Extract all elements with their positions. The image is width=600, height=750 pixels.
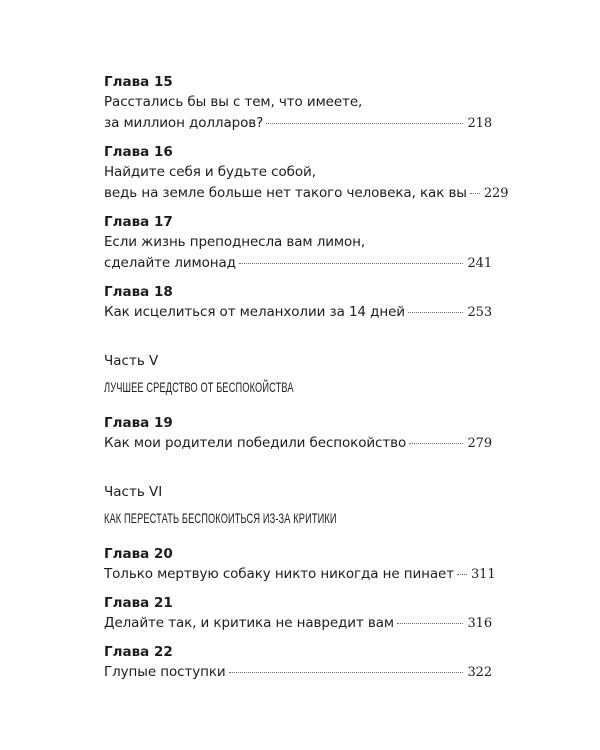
chapter-title-leader-line — [104, 113, 492, 134]
page-number: 218 — [467, 116, 492, 131]
toc-entry-chapter-21[interactable] — [104, 593, 492, 634]
toc-entry-chapter-15[interactable] — [104, 72, 492, 134]
dot-leader — [239, 263, 464, 264]
chapter-label: Глава 15 — [104, 74, 173, 90]
chapter-label: Глава 21 — [104, 595, 173, 611]
toc-entry-chapter-16[interactable] — [104, 142, 509, 204]
chapter-title-line: Глупые поступки — [104, 664, 226, 680]
dot-leader — [409, 443, 463, 444]
toc-entry-chapter-19[interactable] — [104, 413, 492, 454]
chapter-title-line: Найдите себя и будьте собой, — [104, 164, 316, 180]
page-number: 316 — [467, 616, 492, 631]
chapter-title-line: за миллион долларов? — [104, 115, 264, 131]
part-5-section — [104, 351, 492, 454]
part-6-section — [104, 482, 496, 683]
chapter-label: Глава 18 — [104, 284, 173, 300]
chapter-title-line: Только мертвую собаку никто никогда не пинает — [104, 566, 455, 582]
dot-leader — [457, 574, 467, 575]
page-number: 253 — [467, 305, 492, 320]
page-number: 279 — [467, 436, 492, 451]
chapter-label: Глава 22 — [104, 644, 173, 660]
chapter-title-leader-line — [104, 183, 509, 204]
part-title: ЛУЧШЕЕ СРЕДСТВО ОТ БЕСПОКОЙСТВА — [104, 379, 294, 395]
page-number: 311 — [471, 567, 496, 582]
chapter-title-leader-line — [104, 253, 492, 274]
page-number: 322 — [467, 665, 492, 680]
chapter-label: Глава 17 — [104, 214, 173, 230]
chapter-title-leader-line — [104, 662, 492, 683]
chapter-label: Глава 19 — [104, 415, 173, 431]
chapter-title-leader-line — [104, 433, 492, 454]
chapter-label: Глава 20 — [104, 546, 173, 562]
chapter-title-line: Как исцелиться от меланхолии за 14 дней — [104, 304, 405, 320]
chapter-title-leader-line — [104, 564, 496, 585]
chapter-title-line: Делайте так, и критика не навредит вам — [104, 615, 395, 631]
chapter-title-leader-line — [104, 302, 492, 323]
toc-entry-chapter-20[interactable] — [104, 544, 496, 585]
page-number: 229 — [483, 186, 509, 201]
dot-leader — [266, 123, 463, 124]
page-number: 241 — [467, 256, 492, 271]
toc-entry-chapter-17[interactable] — [104, 212, 492, 274]
chapter-title-line: Если жизнь преподнесла вам лимон, — [104, 234, 366, 250]
chapter-title-line: Как мои родители победили беспокойство — [104, 435, 407, 451]
dot-leader — [229, 672, 464, 673]
chapter-title-line: ведь на земле больше нет такого человека, как вы — [104, 185, 467, 201]
chapter-title-leader-line — [104, 613, 492, 634]
part-title: КАК ПЕРЕСТАТЬ БЕСПОКОИТЬСЯ ИЗ-ЗА КРИТИКИ — [104, 510, 337, 526]
dot-leader — [397, 623, 463, 624]
table-of-contents — [104, 72, 509, 691]
toc-entry-chapter-22[interactable] — [104, 642, 492, 683]
chapter-label: Глава 16 — [104, 144, 173, 160]
part-label: Часть V — [104, 353, 159, 369]
part-label: Часть VI — [104, 484, 163, 500]
chapter-title-line: сделайте лимонад — [104, 255, 236, 271]
toc-entry-chapter-18[interactable] — [104, 282, 492, 323]
dot-leader — [470, 193, 480, 194]
chapter-title-line: Расстались бы вы с тем, что имеете, — [104, 94, 363, 110]
dot-leader — [408, 312, 464, 313]
